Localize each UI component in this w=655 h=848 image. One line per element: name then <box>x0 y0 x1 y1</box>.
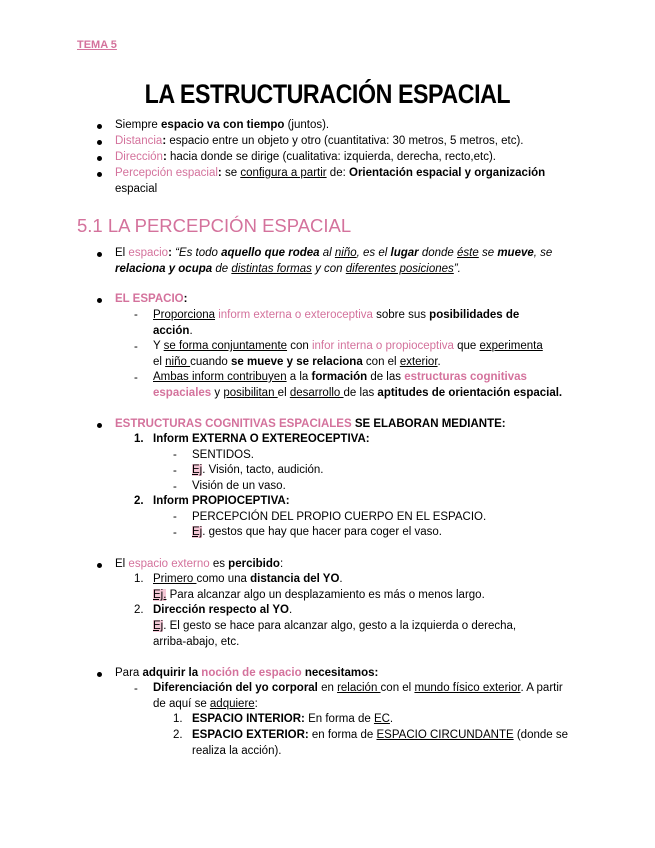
text: (juntos). <box>284 119 330 131</box>
bullet <box>97 298 102 303</box>
term-distancia: Distancia <box>115 135 163 147</box>
text: el <box>277 387 290 399</box>
section-heading: 5.1 LA PERCEPCIÓN ESPACIAL <box>77 215 352 236</box>
list-number: 1. <box>134 573 144 585</box>
dash: - <box>134 683 138 695</box>
text: (donde se <box>513 729 569 741</box>
dash: - <box>134 341 138 353</box>
dash: - <box>173 449 177 461</box>
intro-bullet-4-cont: espacial <box>115 183 158 195</box>
bullet <box>97 124 102 129</box>
text: Para <box>115 667 143 679</box>
bullet <box>97 563 102 568</box>
text: a la <box>286 371 312 383</box>
text-bold: acción <box>153 325 190 337</box>
text: . El gesto se hace para alcanzar algo, gesto a la izquierda o derecha, <box>163 620 517 632</box>
term: inform externa o exteroceptiva <box>218 309 373 321</box>
text: mueve <box>497 247 534 259</box>
text: Siempre <box>115 119 162 131</box>
externo-item-1 <box>153 572 343 588</box>
espacio-point-3 <box>153 370 527 386</box>
text: , es el <box>356 247 391 259</box>
text: éste <box>457 247 479 259</box>
estructuras-heading <box>115 417 506 433</box>
sub-item <box>192 463 323 479</box>
text-bold: ESPACIO INTERIOR: <box>192 713 305 725</box>
page-title: LA ESTRUCTURACIÓN ESPACIAL <box>144 79 511 109</box>
sub-item: SENTIDOS. <box>192 449 254 461</box>
text: de <box>212 263 232 275</box>
term: espaciales <box>153 387 212 399</box>
text: EC <box>373 713 390 725</box>
example-tag: Ej <box>153 620 164 632</box>
text: Ambas inform contribuyen <box>153 371 287 383</box>
text: y <box>211 387 224 399</box>
term: noción de espacio <box>201 667 302 679</box>
text: Primero <box>153 573 197 585</box>
text-bold: posibilidades de <box>429 309 520 321</box>
text: El <box>115 558 129 570</box>
text: Para alcanzar algo un desplazamiento es más o menos largo. <box>166 589 485 601</box>
sub-item <box>192 525 442 541</box>
text: se <box>221 167 241 179</box>
text: cuando <box>190 356 232 368</box>
text: Y <box>153 340 164 352</box>
text-bold: aptitudes de orientación espacial. <box>377 387 563 399</box>
text: . gestos que hay que hacer para coger el vaso. <box>202 526 442 538</box>
bullet <box>97 140 102 145</box>
text-bold: Orientación espacial y organización <box>349 167 546 179</box>
text: experimenta <box>479 340 543 352</box>
text: con <box>287 340 312 352</box>
text: donde <box>418 247 458 259</box>
estructuras-item-1: Inform EXTERNA O EXTEREOCEPTIVA: <box>153 433 370 445</box>
espacio-point-2-cont <box>153 355 441 371</box>
definition-line-2 <box>115 262 461 278</box>
externo-example-2-cont: arriba-abajo, etc. <box>153 636 240 648</box>
estructuras-item-2: Inform PROPIOCEPTIVA: <box>153 495 290 507</box>
term: espacio externo <box>128 558 210 570</box>
nocion-item-2-cont: realiza la acción). <box>192 745 282 757</box>
text: Proporciona <box>153 309 216 321</box>
text-bold: formación <box>311 371 368 383</box>
text-bold: ESPACIO EXTERIOR: <box>192 729 309 741</box>
bullet <box>97 156 102 161</box>
text: ”. <box>453 263 461 275</box>
definition-line-1 <box>115 246 552 262</box>
text: posibilitan <box>223 387 278 399</box>
text: el <box>153 356 166 368</box>
term: estructuras cognitivas <box>404 371 527 383</box>
text: con el <box>362 356 400 368</box>
text: de: <box>326 167 349 179</box>
dash: - <box>134 372 138 384</box>
text: : <box>162 151 167 163</box>
dash: - <box>173 527 177 539</box>
list-number: 1. <box>134 433 144 445</box>
text-bold: adquirir la <box>142 667 202 679</box>
espacio-point-1 <box>153 308 519 324</box>
espacio-point-1-cont <box>153 324 193 340</box>
text: relación <box>337 682 381 694</box>
espacio-heading <box>115 292 187 308</box>
text: “Es todo <box>175 247 222 259</box>
text-bold: Diferenciación del yo corporal <box>153 682 318 694</box>
text: : <box>279 558 284 570</box>
intro-bullet-2 <box>115 134 523 150</box>
text: : <box>254 698 258 710</box>
text: . Visión, tacto, audición. <box>202 464 324 476</box>
externo-example-2 <box>153 619 516 635</box>
bullet <box>97 252 102 257</box>
text: mundo físico exterior <box>414 682 521 694</box>
text: espacio entre un objeto y otro (cuantitativa: 30 metros, 5 metros, etc). <box>166 135 524 147</box>
text: En forma de <box>304 713 374 725</box>
text: . <box>339 573 343 585</box>
text-bold: distancia del YO <box>250 573 340 585</box>
text: de las <box>367 371 405 383</box>
text: ESPACIO CIRCUNDANTE <box>376 729 514 741</box>
text: . <box>389 713 394 725</box>
externo-item-2 <box>153 603 292 619</box>
text: en forma de <box>308 729 377 741</box>
intro-bullet-1 <box>115 118 329 134</box>
text: como una <box>196 573 251 585</box>
text: relaciona y ocupa <box>115 263 213 275</box>
list-number: 1. <box>173 713 183 725</box>
example-tag: Ej <box>192 464 203 476</box>
example-tag: Ej. <box>153 589 167 601</box>
term-percepcion: Percepción espacial <box>115 167 218 179</box>
text: . <box>437 356 441 368</box>
nocion-point <box>153 681 563 697</box>
text: El <box>115 247 129 259</box>
text: . <box>189 325 193 337</box>
bullet <box>97 672 102 677</box>
text: aquello que rodea <box>221 247 320 259</box>
text: se <box>478 247 498 259</box>
text: y con <box>311 263 346 275</box>
espacio-point-3-cont <box>153 386 562 402</box>
text-bold: espacio va con tiempo <box>161 119 285 131</box>
text: , se <box>533 247 553 259</box>
nocion-item-2 <box>192 728 568 744</box>
term-espacio: espacio <box>128 247 169 259</box>
text: distintas formas <box>231 263 312 275</box>
text: desarrollo <box>289 387 344 399</box>
text: al <box>319 247 335 259</box>
intro-bullet-4 <box>115 166 545 182</box>
term: ESTRUCTURAS COGNITIVAS ESPACIALES <box>115 418 352 430</box>
list-number: 2. <box>134 604 144 616</box>
nocion-point-cont <box>153 697 258 713</box>
externo-heading <box>115 557 283 573</box>
text-bold: necesitamos: <box>301 667 379 679</box>
intro-bullet-3 <box>115 150 496 166</box>
text: . A partir <box>520 682 563 694</box>
text: se forma conjuntamente <box>163 340 288 352</box>
text-bold: percibido <box>228 558 280 570</box>
text: : <box>162 135 167 147</box>
nocion-item-1 <box>192 712 393 728</box>
list-number: 2. <box>173 729 183 741</box>
text: configura a partir <box>240 167 327 179</box>
dash: - <box>173 481 177 493</box>
externo-example-1 <box>153 588 485 604</box>
nocion-heading <box>115 666 378 682</box>
text: que <box>453 340 480 352</box>
text-bold: Dirección respecto al YO <box>153 604 289 616</box>
text: : <box>183 293 188 305</box>
text: con el <box>380 682 415 694</box>
text: de aquí se <box>153 698 210 710</box>
text: : <box>168 247 176 259</box>
text-bold: se mueve y se relaciona <box>231 356 363 368</box>
sub-item: Visión de un vaso. <box>192 480 286 492</box>
text: diferentes posiciones <box>345 263 454 275</box>
term-direccion: Dirección <box>115 151 163 163</box>
topic-label: TEMA 5 <box>77 39 117 51</box>
text: : <box>217 167 222 179</box>
text: sobre sus <box>372 309 430 321</box>
bullet <box>97 423 102 428</box>
espacio-point-2 <box>153 339 543 355</box>
list-number: 2. <box>134 495 144 507</box>
text: es <box>209 558 229 570</box>
term: infor interna o propioceptiva <box>311 340 454 352</box>
dash: - <box>134 309 138 321</box>
dash: - <box>173 465 177 477</box>
text-bold: SE ELABORAN MEDIANTE: <box>351 418 506 430</box>
dash: - <box>173 511 177 523</box>
text: . <box>288 604 293 616</box>
text: exterior <box>399 356 438 368</box>
text: niño <box>334 247 357 259</box>
sub-item: PERCEPCIÓN DEL PROPIO CUERPO EN EL ESPACIO. <box>192 511 487 523</box>
text: en <box>317 682 338 694</box>
text: hacia donde se dirige (cualitativa: izquierda, derecha, recto,etc). <box>166 151 496 163</box>
text: niño <box>165 356 191 368</box>
text: lugar <box>390 247 419 259</box>
term-el-espacio: EL ESPACIO <box>115 293 184 305</box>
example-tag: Ej <box>192 526 203 538</box>
bullet <box>97 172 102 177</box>
text: adquiere <box>209 698 255 710</box>
text: de las <box>343 387 378 399</box>
